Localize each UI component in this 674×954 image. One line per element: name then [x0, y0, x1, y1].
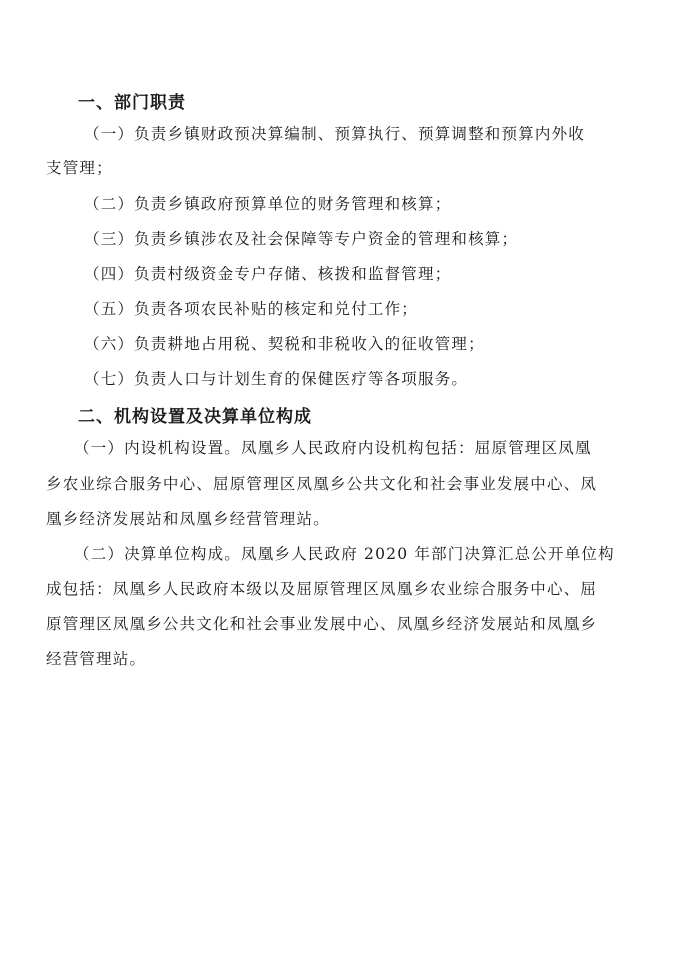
duty-item-7: （七）负责人口与计划生育的保健医疗等各项服务。: [84, 370, 469, 388]
duty-item-3: （三）负责乡镇涉农及社会保障等专户资金的管理和核算；: [84, 230, 519, 248]
structure-para-2-line-4: 经营管理站。: [46, 650, 147, 668]
structure-para-1-line-2: 乡农业综合服务中心、屈原管理区凤凰乡公共文化和社会事业发展中心、凤: [46, 475, 598, 493]
structure-para-2-line-2: 成包括：凤凰乡人民政府本级以及屈原管理区凤凰乡农业综合服务中心、屈: [46, 580, 598, 598]
duty-item-5: （五）负责各项农民补贴的核定和兑付工作；: [84, 300, 419, 318]
structure-para-2-line-1: （二）决算单位构成。凤凰乡人民政府 2020 年部门决算汇总公开单位构: [74, 545, 615, 563]
duty-item-6: （六）负责耕地占用税、契税和非税收入的征收管理；: [84, 335, 485, 353]
duty-item-4: （四）负责村级资金专户存储、核拨和监督管理；: [84, 265, 452, 283]
section-heading-duties: 一、部门职责: [78, 93, 186, 113]
duty-item-1-line-2: 支管理；: [46, 159, 113, 177]
structure-para-1-line-3: 凰乡经济发展站和凤凰乡经营管理站。: [46, 510, 330, 528]
section-heading-structure: 二、机构设置及决算单位构成: [78, 407, 312, 427]
structure-para-1-line-1: （一）内设机构设置。凤凰乡人民政府内设机构包括：屈原管理区凤凰: [74, 439, 592, 457]
duty-item-1-line-1: （一）负责乡镇财政预决算编制、预算执行、预算调整和预算内外收: [84, 125, 586, 143]
structure-para-2-line-3: 原管理区凤凰乡公共文化和社会事业发展中心、凤凰乡经济发展站和凤凰乡: [46, 615, 598, 633]
duty-item-2: （二）负责乡镇政府预算单位的财务管理和核算；: [84, 195, 452, 213]
